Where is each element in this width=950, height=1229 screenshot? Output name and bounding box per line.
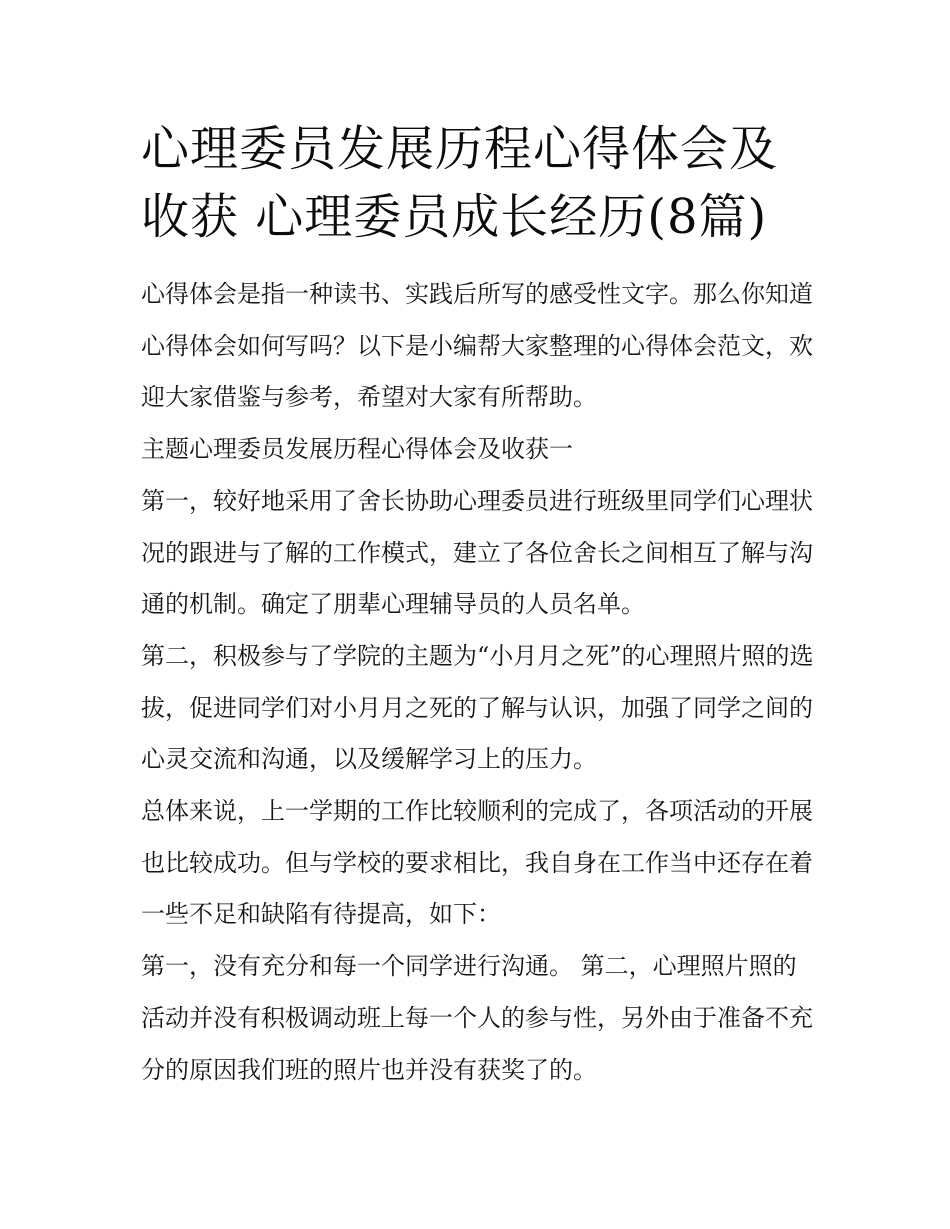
document-body [141, 269, 816, 1096]
document-title: 心理委员发展历程心得体会及收获 心理委员成长经历(8篇) [141, 121, 779, 245]
body-paragraph: 第二，积极参与了学院的主题为“小月月之死”的心理照片照的选拔，促进同学们对小月月之死的了解与认识，加强了同学之间的心灵交流和沟通，以及缓解学习上的压力。 [141, 641, 814, 774]
document-content [141, 115, 816, 1096]
body-paragraph: 第一，较好地采用了舍长协助心理委员进行班级里同学们心理状况的跟进与了解的工作模式，建立了各位舍长之间相互了解与沟通的机制。确定了朋辈心理辅导员的人员名单。 [141, 486, 813, 619]
intro-paragraph: 心得体会是指一种读书、实践后所写的感受性文字。那么你知道心得体会如何写吗？以下是小编帮大家整理的心得体会范文，欢迎大家借鉴与参考，希望对大家有所帮助。 [141, 280, 813, 412]
body-paragraph: 第一，没有充分和每一个同学进行沟通。 第二，心理照片照的活动并没有积极调动班上每一个人的参与性，另外由于准备不充分的原因我们班的照片也并没有获奖了的。 [141, 952, 813, 1084]
section-heading: 主题心理委员发展历程心得体会及收获一 [141, 435, 573, 464]
body-paragraph: 总体来说，上一学期的工作比较顺利的完成了，各项活动的开展也比较成功。但与学校的要求相比，我自身在工作当中还存在着一些不足和缺陷有待提高，如下： [141, 797, 813, 929]
